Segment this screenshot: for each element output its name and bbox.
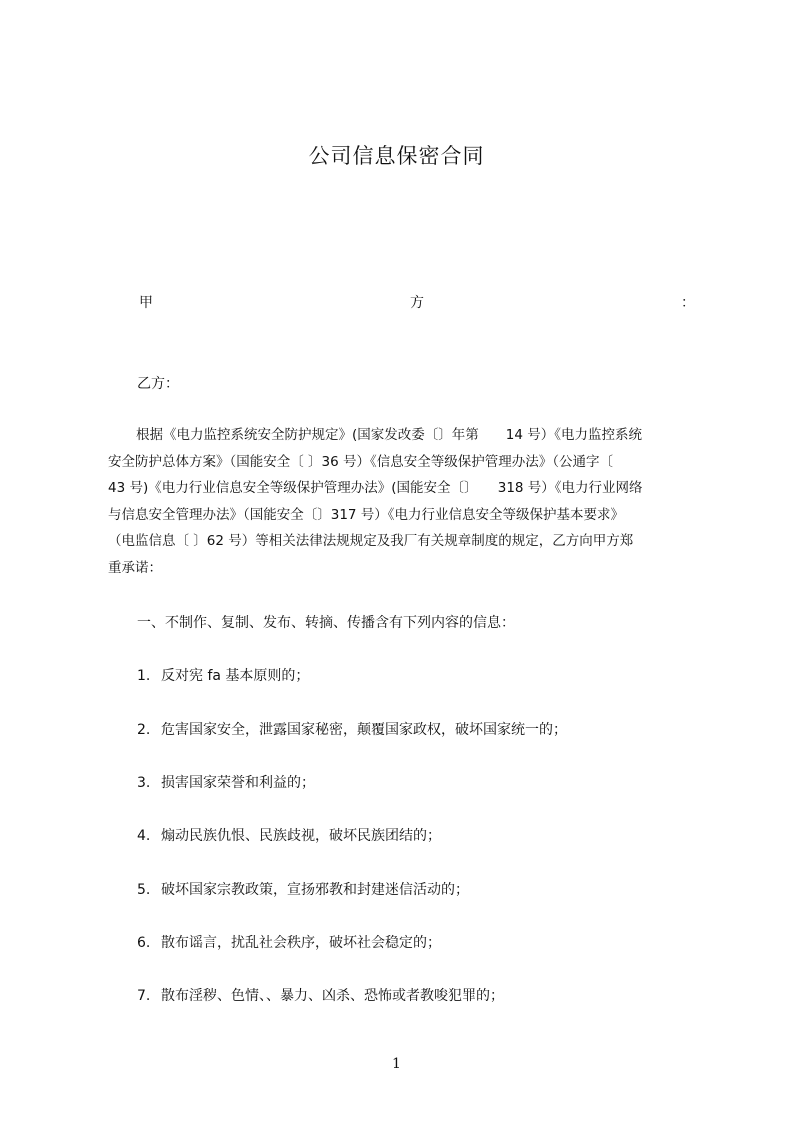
party-a-colon: ： (681, 295, 695, 311)
list-item (137, 932, 441, 952)
section-heading-1: 一、不制作、复制、发布、转摘、传播含有下列内容的信息： (137, 615, 515, 631)
list-item-text: 散布淫秽、色情、、暴力、凶杀、恐怖或者教唆犯罪的； (161, 988, 504, 1004)
list-item (137, 879, 469, 899)
page-number: 1 (392, 1056, 401, 1072)
list-item-number: 3. (137, 775, 151, 791)
party-b-line: 乙方： (137, 376, 179, 392)
list-item (137, 985, 504, 1005)
list-item (137, 719, 567, 739)
party-a-line (139, 292, 695, 312)
preamble-line: 与信息安全管理办法》（国能安全〔〕317 号）《电力行业信息安全等级保护基本要求》 (108, 506, 625, 523)
list-item-number: 6. (137, 935, 151, 951)
list-item-text: 散布谣言，扰乱社会秩序，破坏社会稳定的； (161, 935, 441, 951)
list-item-text: 危害国家安全，泄露国家秘密，颠覆国家政权，破坏国家统一的； (161, 722, 567, 738)
list-item (137, 665, 309, 685)
list-item-text: 煽动民族仇恨、民族歧视，破坏民族团结的； (161, 828, 441, 844)
list-item-number: 5. (137, 882, 151, 898)
preamble-line: 重承诺： (108, 559, 162, 576)
party-a-char-1: 甲 (139, 295, 153, 311)
list-item (137, 825, 441, 845)
preamble-line: （电监信息〔 〕62 号）等相关法律法规规定及我厂有关规章制度的规定，乙方向甲方郑 (108, 533, 634, 549)
list-item-number: 2. (137, 722, 151, 738)
list-item-text: 破坏国家宗教政策，宣扬邪教和封建迷信活动的； (161, 882, 469, 898)
list-item (137, 772, 315, 792)
preamble-line: 安全防护总体方案》（国能安全〔 〕36 号）《信息安全等级保护管理办法》（公通字〔 (108, 453, 614, 470)
list-item-number: 7. (137, 988, 151, 1004)
party-a-char-2: 方 (410, 295, 424, 311)
list-item-text: 反对宪 fa 基本原则的； (161, 668, 310, 684)
document-title: 公司信息保密合同 (308, 144, 485, 168)
list-item-number: 4. (137, 828, 151, 844)
preamble-paragraph (108, 422, 708, 581)
preamble-line: 根据《电力监控系统安全防护规定》(国家发改委〔〕年第 14 号）《电力监控系统 (136, 427, 642, 443)
list-item-text: 损害国家荣誉和利益的； (161, 775, 315, 791)
preamble-line: 43 号)《电力行业信息安全等级保护管理办法》(国能安全〔〕 318 号）《电力行业网络 (108, 480, 643, 496)
list-item-number: 1. (137, 668, 151, 684)
